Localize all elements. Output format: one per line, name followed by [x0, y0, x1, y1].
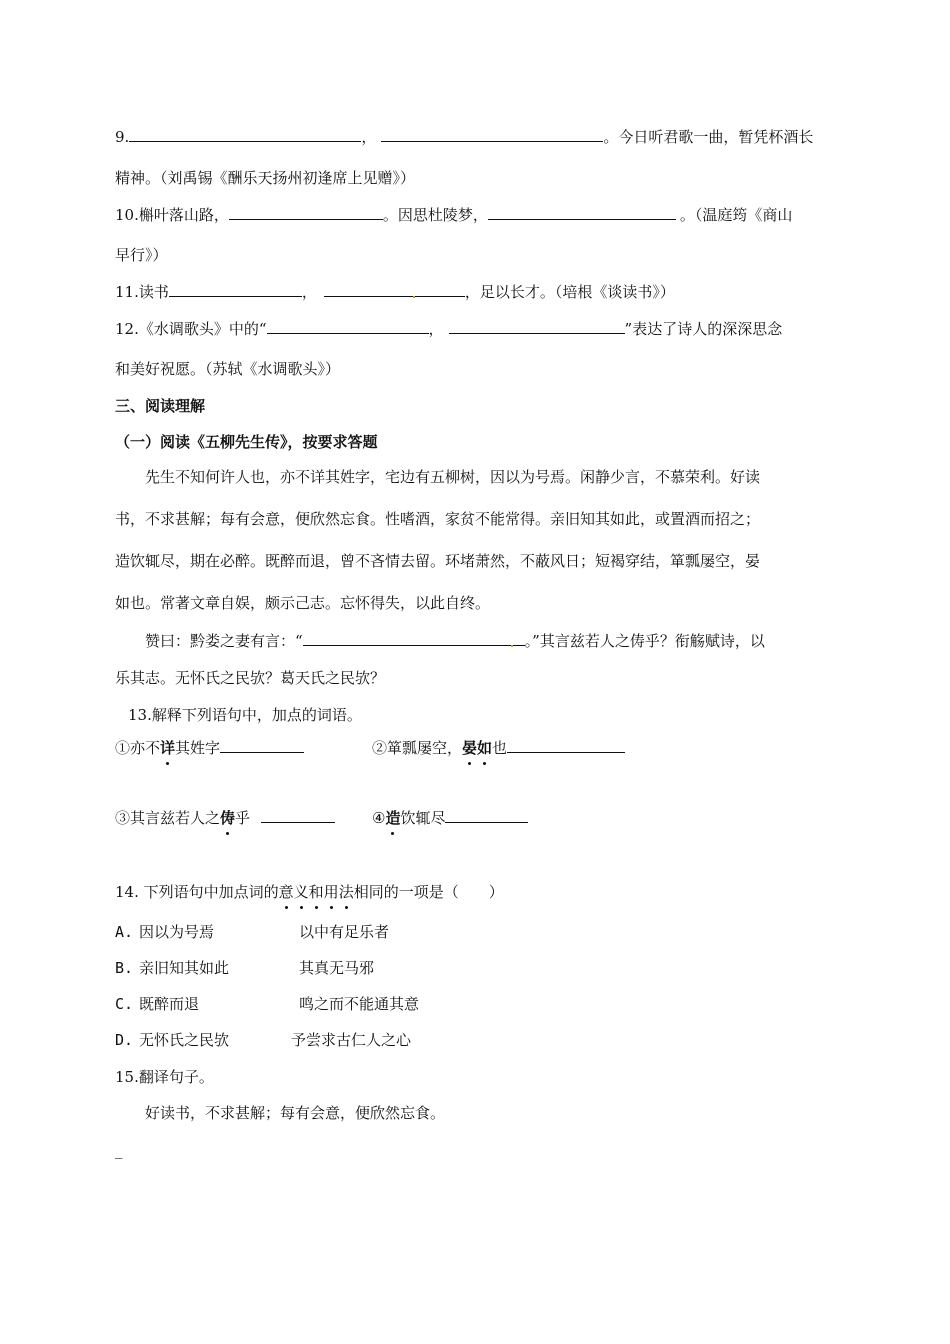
question-text: ，足以长才。（培根《谈读书》）	[464, 283, 675, 301]
passage-line: 如也。常著文章自娱，颇示己志。忘怀得失，以此自终。	[115, 594, 491, 612]
passage-line: 书，不求甚解；每有会意，便欣然忘食。性嗜酒，家贫不能常得。亲旧知其如此，或置酒而招之；	[115, 510, 761, 528]
punctuation: ，	[301, 283, 317, 301]
zan-text: 赞曰：黔娄之妻有言：“	[145, 632, 303, 650]
option-c[interactable]	[115, 994, 419, 1014]
item-text: ④	[372, 809, 386, 827]
dotted-word: 造	[385, 809, 401, 827]
q13-item-3	[115, 808, 335, 828]
q13-item-2	[372, 738, 625, 758]
question-12-source: 和美好祝愿。（苏轼《水调歌头》）	[115, 360, 341, 378]
item-text: 乎	[235, 809, 255, 827]
question-15-title: 15.翻译句子。	[115, 1068, 214, 1086]
dotted-char: 晏	[462, 739, 478, 757]
question-text: 12.《水调歌头》中的“	[115, 320, 267, 338]
question-10	[115, 205, 792, 225]
question-number: 9.	[115, 128, 130, 146]
title-text: 相同的一项是（ ）	[353, 883, 504, 901]
option-a[interactable]	[115, 922, 389, 942]
answer-blank[interactable]	[445, 808, 528, 823]
option-b[interactable]	[115, 958, 374, 978]
punctuation: ，	[428, 320, 444, 338]
answer-blank[interactable]	[507, 738, 625, 753]
question-9-source: 精神。（刘禹锡《酬乐天扬州初逢席上见赠》）	[115, 169, 416, 187]
answer-blank[interactable]	[220, 738, 304, 753]
question-14-title	[115, 882, 504, 902]
answer-blank[interactable]	[229, 205, 383, 220]
passage-line: 先生不知何许人也，亦不详其姓字，宅边有五柳树，因以为号焉。闲静少言，不慕荣利。好读	[145, 468, 761, 486]
option-right: 予尝求古仁人之心	[291, 1031, 412, 1049]
answer-blank[interactable]	[267, 319, 429, 334]
answer-blank[interactable]	[381, 127, 603, 142]
option-label: B.	[115, 959, 134, 977]
dotted-word	[462, 739, 492, 757]
dotted-phrase	[279, 883, 354, 901]
dotted-word: 详	[160, 739, 176, 757]
passage-line: 造饮辄尽，期在必醉。既醉而退，曾不吝情去留。环堵萧然，不蔽风日；短褐穿结，箪瓢屡空，晏	[115, 552, 761, 570]
option-left: 亲旧知其如此	[139, 959, 230, 977]
punctuation: ，	[361, 128, 377, 146]
question-text: 10.槲叶落山路，	[115, 206, 229, 224]
option-right: 鸣之而不能通其意	[299, 995, 420, 1013]
option-left: 无怀氏之民欤	[139, 1031, 230, 1049]
item-text: 饮辄尽	[400, 809, 446, 827]
question-10-source: 早行》）	[115, 246, 168, 264]
question-text: 。因思杜陵梦，	[382, 206, 488, 224]
option-d[interactable]	[115, 1030, 411, 1050]
dotted-word-text	[462, 739, 492, 757]
option-left: 因以为号焉	[139, 923, 215, 941]
option-label: D.	[115, 1031, 134, 1049]
option-label: A.	[115, 923, 134, 941]
item-text: 其姓字	[175, 739, 221, 757]
item-text: ①亦不	[115, 739, 161, 757]
subsection-heading: （一）阅读《五柳先生传》，按要求答题	[115, 433, 378, 451]
question-13-title: 13.解释下列语句中，加点的词语。	[128, 706, 362, 724]
question-9	[115, 127, 813, 147]
q13-item-4	[372, 808, 528, 828]
scan-speck	[413, 296, 415, 298]
zan-line	[145, 631, 765, 651]
answer-blank[interactable]	[303, 631, 525, 646]
question-12	[115, 319, 782, 339]
title-text: 14. 下列语句中加点词的	[115, 883, 279, 901]
question-text: 11.读书	[115, 283, 169, 301]
answer-blank[interactable]	[261, 808, 335, 823]
dotted-char: 意	[278, 883, 294, 901]
option-label: C.	[115, 995, 134, 1013]
question-11	[115, 282, 675, 302]
dotted-char: 法	[338, 883, 354, 901]
scan-speck	[511, 645, 513, 647]
dotted-char: 如	[477, 739, 493, 757]
trailing-mark: _	[115, 1141, 123, 1159]
answer-blank[interactable]	[488, 205, 676, 220]
question-text: 。今日听君歌一曲，暂凭杯酒长	[603, 128, 814, 146]
question-text: ”表达了诗人的深深思念	[624, 320, 783, 338]
answer-blank[interactable]	[129, 127, 361, 142]
dotted-char: 和	[308, 883, 324, 901]
option-left: 既醉而退	[139, 995, 200, 1013]
option-right: 以中有足乐者	[299, 923, 390, 941]
dotted-word: 俦	[220, 809, 236, 827]
section-heading: 三、阅读理解	[115, 397, 206, 415]
zan-line-2: 乐其志。无怀氏之民欤？葛天氏之民欤？	[115, 669, 386, 687]
item-text: 也	[492, 739, 508, 757]
q13-item-1	[115, 738, 304, 758]
item-text: ②箪瓢屡空，	[372, 739, 463, 757]
translation-sentence: 好读书，不求甚解；每有会意，便欣然忘食。	[145, 1104, 446, 1122]
option-right: 其真无马邪	[299, 959, 375, 977]
answer-blank[interactable]	[449, 319, 625, 334]
item-text: ③其言兹若人之	[115, 809, 221, 827]
answer-blank[interactable]	[324, 282, 465, 297]
dotted-char: 用	[323, 883, 339, 901]
dotted-char: 义	[293, 883, 309, 901]
question-text: 。（温庭筠《商山	[679, 206, 793, 224]
answer-blank[interactable]	[169, 282, 302, 297]
zan-text: 。”其言兹若人之俦乎？衔觞赋诗，以	[524, 632, 765, 650]
